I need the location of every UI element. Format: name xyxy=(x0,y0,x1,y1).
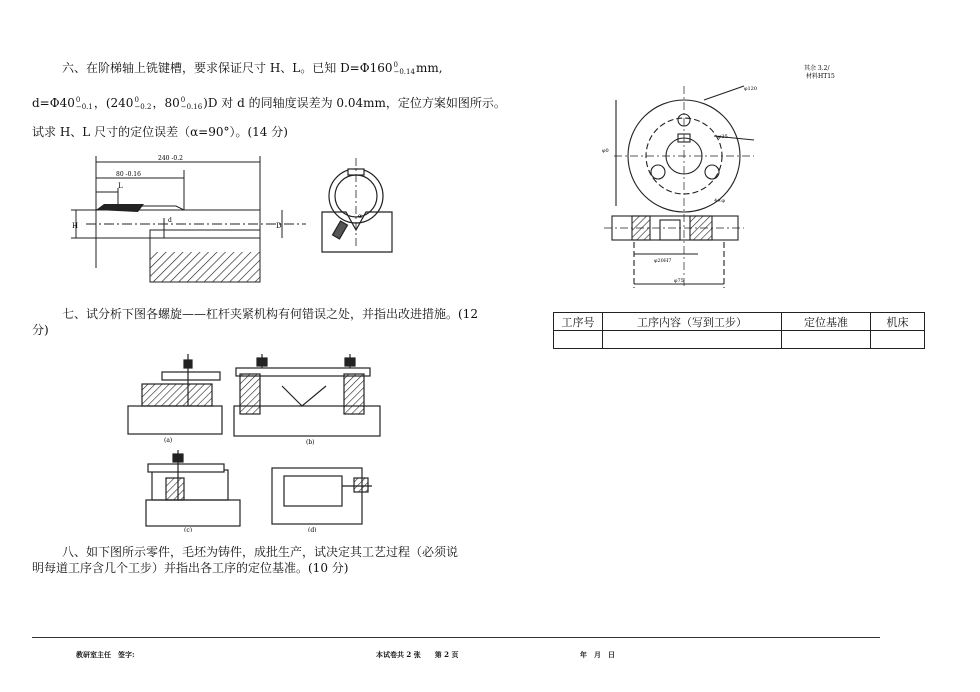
q6-line3: 试求 H、L 尺寸的定位误差（α=90°）。(14 分) xyxy=(32,125,288,139)
footer-page-info: 本试卷共 2 张 第 2 页 xyxy=(376,650,459,659)
q7-clamp-figure xyxy=(122,346,384,532)
fig-label-a: (a) xyxy=(164,437,173,444)
fig-label-c: (c) xyxy=(184,527,193,532)
cell[interactable] xyxy=(554,331,603,349)
footer-signature: 教研室主任 签字: xyxy=(76,650,135,659)
material-note: 材料HT15 xyxy=(806,73,835,80)
header-datum: 定位基准 xyxy=(782,313,871,331)
dim-H-label: H xyxy=(72,222,79,230)
dim-L-label: L xyxy=(118,182,123,190)
q8-line1: 八、如下图所示零件，毛坯为铸件，成批生产，试决定其工艺过程（必须说 xyxy=(62,545,459,559)
process-table-wrapper xyxy=(553,312,925,349)
tolerance-D: 0 −0.14 xyxy=(393,60,415,76)
dim-75: φ75 xyxy=(674,278,684,284)
q7-line1: 七、试分析下图各螺旋——杠杆夹紧机构有何错误之处，并指出改进措施。(12 xyxy=(62,307,478,321)
q6-shaft-figure xyxy=(66,148,400,288)
cell[interactable] xyxy=(871,331,925,349)
table-header-row xyxy=(554,313,925,331)
header-step-content: 工序内容（写到工步） xyxy=(603,313,782,331)
cell[interactable] xyxy=(782,331,871,349)
table-row xyxy=(554,331,925,349)
q6-line2: d=Φ40 0 −0.1 ，(240 0 −0.2 ，80 0 −0.16 )D 对 d 的同轴度误差为 0.04mm，定位方案如图所示。 xyxy=(32,95,506,111)
dim-25: φ25 xyxy=(718,134,728,140)
dim-20H7: φ20H7 xyxy=(654,258,672,264)
dim-240-label: 240 -0.2 xyxy=(158,155,183,162)
dim-80-label: 80 -0.16 xyxy=(116,171,141,178)
footer-rule xyxy=(32,637,880,638)
header-step-no: 工序号 xyxy=(554,313,603,331)
dim-120: φ120 xyxy=(744,86,758,92)
fig-label-d: (d) xyxy=(308,527,317,532)
q6-line1: 六、在阶梯轴上铣键槽，要求保证尺寸 H、L。已知 D=Φ160 0 −0.14 mm, xyxy=(62,60,443,76)
roughness-note: 其余 3.2/ xyxy=(804,65,830,72)
alpha-label: α xyxy=(358,213,363,220)
fig-label-b: (b) xyxy=(306,439,315,446)
header-machine: 机床 xyxy=(871,313,925,331)
cell[interactable] xyxy=(603,331,782,349)
part-drawing xyxy=(594,56,858,294)
dim-4holes: 4×φ xyxy=(714,198,725,204)
footer-date: 年 月 日 xyxy=(580,650,615,659)
dim-D-label: D xyxy=(276,222,282,230)
q7-line2: 分) xyxy=(32,323,49,337)
process-table xyxy=(553,312,925,349)
q8-line2: 明每道工序含几个工步）并指出各工序的定位基准。(10 分) xyxy=(32,561,349,575)
dim-d-label: d xyxy=(168,217,172,224)
dim-0: φ0 xyxy=(602,148,609,154)
